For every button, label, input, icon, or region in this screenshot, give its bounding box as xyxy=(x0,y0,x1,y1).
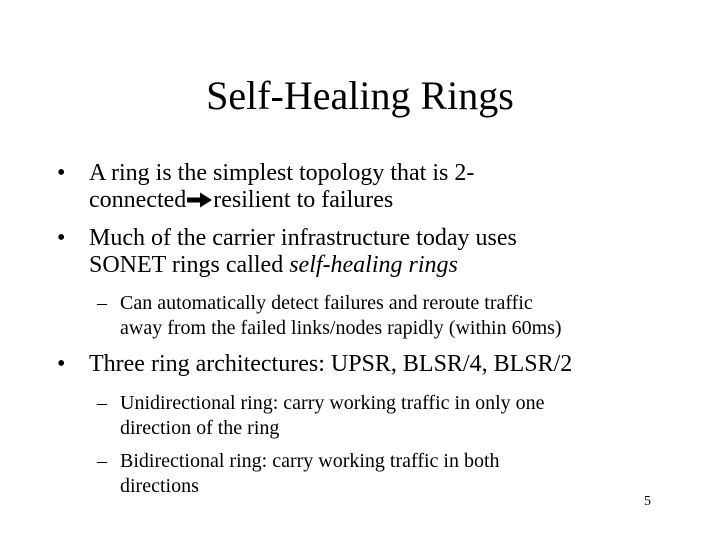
bullet-text: resilient to failures xyxy=(213,187,394,213)
bullet-text: SONET rings called xyxy=(89,252,290,278)
sub-bullet-line: Can automatically detect failures and reroute traffic xyxy=(120,292,533,314)
bullet-marker: • xyxy=(57,160,66,186)
bullet-line: Much of the carrier infrastructure today uses xyxy=(89,225,517,251)
sub-bullet-line: directions xyxy=(120,475,199,497)
bullet-list xyxy=(57,160,697,499)
sub-bullet-line: Bidirectional ring: carry working traffic in both xyxy=(120,450,500,472)
bullet-marker: • xyxy=(57,225,66,251)
sub-bullet-marker: – xyxy=(97,392,107,414)
sub-bullet-marker: – xyxy=(97,450,107,472)
sub-bullet-line: Unidirectional ring: carry working traffic in only one xyxy=(120,392,545,414)
bullet-item-ring-architectures xyxy=(57,351,697,378)
sub-bullet-line: direction of the ring xyxy=(120,417,280,439)
sub-bullet-line: away from the failed links/nodes rapidly (within 60ms) xyxy=(120,317,562,339)
bullet-marker: • xyxy=(57,351,66,377)
page-number: 5 xyxy=(644,494,651,509)
bullet-line xyxy=(89,252,697,279)
slide-title: Self-Healing Rings xyxy=(206,73,514,118)
right-arrow-icon xyxy=(186,191,213,209)
sub-bullet-marker: – xyxy=(97,292,107,314)
bullet-line xyxy=(89,187,697,214)
sub-bullet-item-auto-detect xyxy=(57,291,697,341)
bullet-line: Three ring architectures: UPSR, BLSR/4, BLSR/2 xyxy=(89,351,573,377)
sub-bullet-item-unidirectional xyxy=(57,391,697,441)
bullet-item-ring-topology xyxy=(57,160,697,214)
bullet-text: connected xyxy=(89,187,187,213)
emphasis-text: self-healing rings xyxy=(289,252,458,278)
bullet-line: A ring is the simplest topology that is 2- xyxy=(89,160,475,186)
sub-bullet-item-bidirectional xyxy=(57,449,697,499)
bullet-item-carrier-infrastructure xyxy=(57,225,697,279)
